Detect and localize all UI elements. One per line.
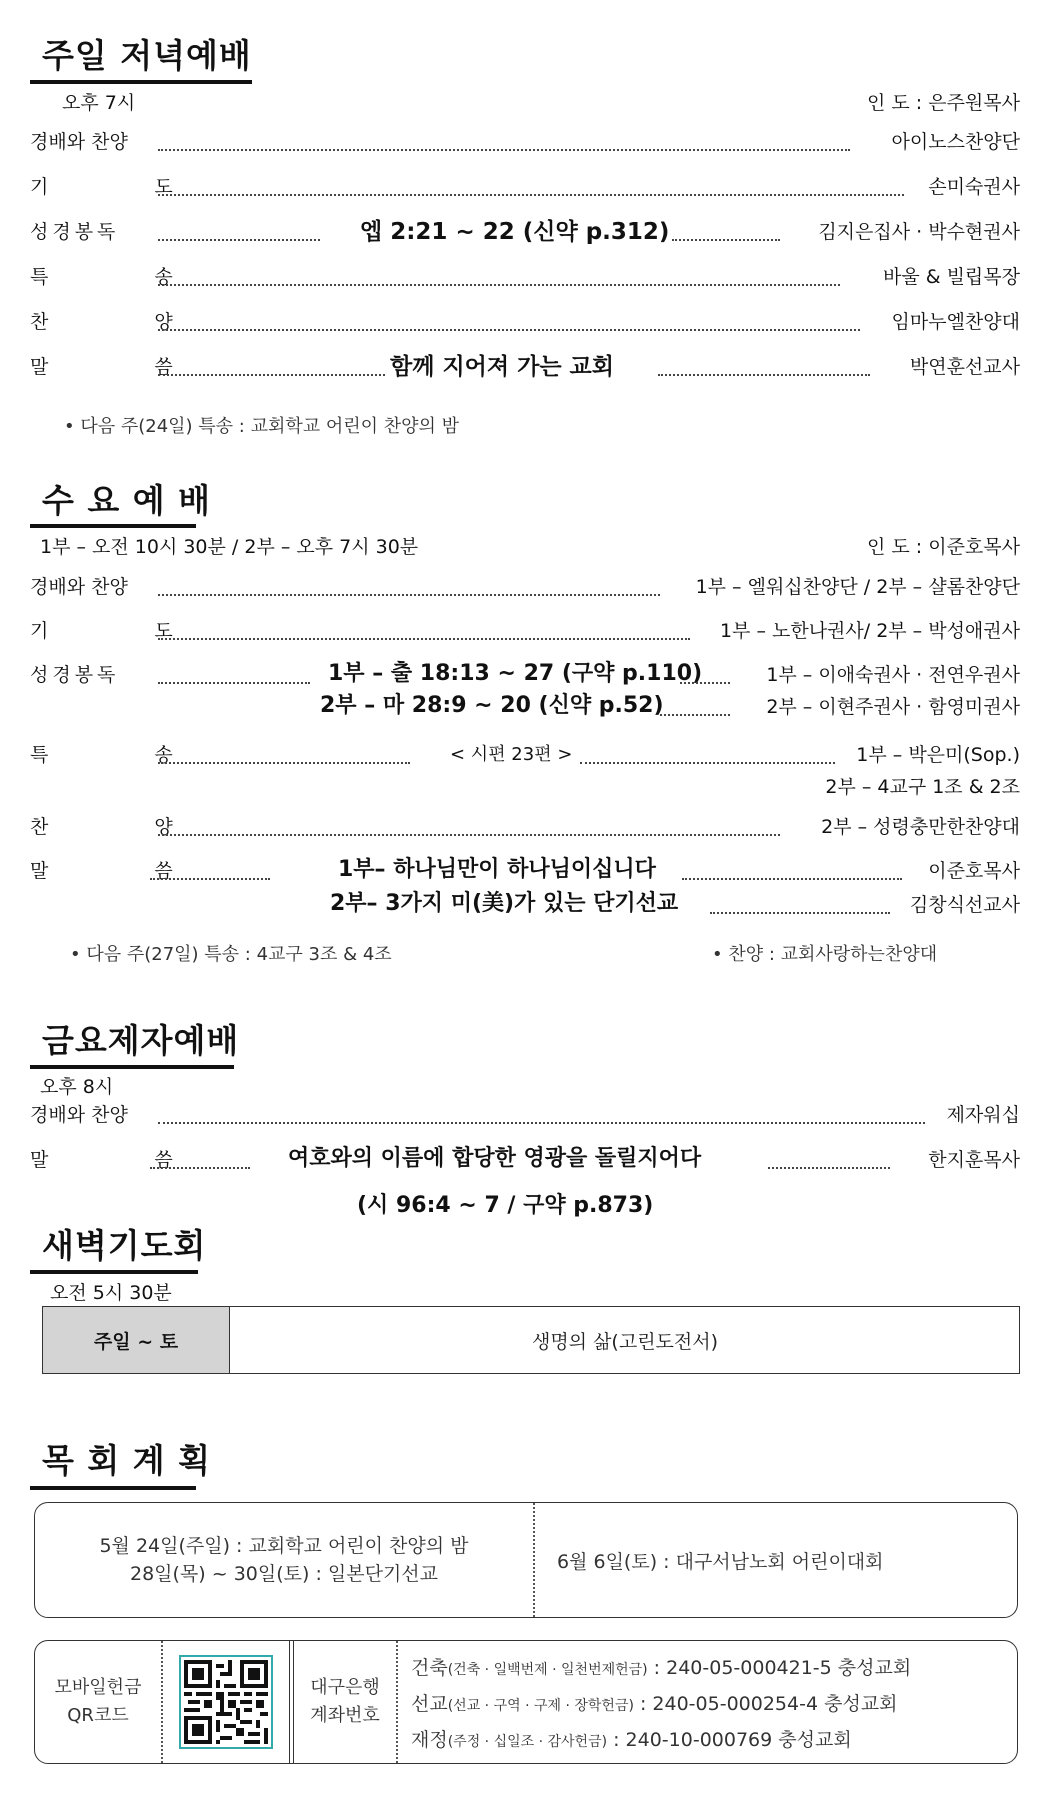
order-row-praise — [30, 572, 1020, 602]
leader-dots — [658, 352, 870, 376]
service-time: 오전 5시 30분 — [50, 1282, 172, 1304]
order-person: 김창식선교사 — [909, 894, 1020, 916]
account-category: 재정 — [411, 1729, 448, 1751]
leader-dots — [158, 262, 840, 286]
service-leader: 인 도 : 이준호목사 — [867, 536, 1020, 558]
account-subcategory: (주정 · 십일조 · 감사헌금) — [447, 1734, 608, 1750]
order-person: 임마누엘찬양대 — [891, 311, 1020, 333]
sermon-title: 여호와의 이름에 합당한 영광을 돌릴지어다 — [288, 1146, 702, 1171]
order-person: 박연훈선교사 — [909, 356, 1020, 378]
scripture-reference: 엡 2:21 ~ 22 (신약 p.312) — [360, 219, 670, 245]
account-list — [411, 1651, 1007, 1759]
dawn-schedule-table — [42, 1306, 1020, 1374]
dawn-days: 주일 ~ 토 — [43, 1307, 230, 1373]
section-underline — [30, 1065, 234, 1069]
plan-left — [35, 1503, 535, 1617]
order-row-praise — [30, 127, 1020, 157]
sermon-title: 2부– 3가지 미(美)가 있는 단기선교 — [330, 891, 679, 916]
leader-dots — [158, 217, 320, 241]
leader-dots — [710, 890, 890, 914]
order-row-prayer — [30, 616, 1020, 646]
plan-item: 5월 24일(주일) : 교회학교 어린이 찬양의 밤 — [99, 1535, 469, 1557]
service-time: 오후 7시 — [62, 92, 136, 114]
section-title-sunday: 주일 저녁예배 — [42, 36, 252, 75]
order-row-reading-2 — [30, 692, 1020, 722]
sermon-title: 1부– 하나님만이 하나님이십니다 — [338, 857, 656, 882]
leader-dots — [158, 572, 660, 596]
order-label: 기 도 — [30, 176, 223, 198]
leader-dots — [158, 660, 310, 684]
leader-dots — [150, 1145, 250, 1169]
announcement-note: • 다음 주(27일) 특송 : 4교구 3조 & 4조 — [70, 944, 392, 965]
order-person: 2부 – 이현주권사 · 함영미권사 — [766, 696, 1020, 718]
order-label: 특 송 — [30, 266, 223, 288]
order-label: 성경봉독 — [30, 664, 120, 686]
order-person: 1부 – 박은미(Sop.) — [856, 744, 1020, 766]
bank-label-line: 대구은행 — [310, 1677, 380, 1698]
order-label: 말 씀 — [30, 356, 223, 378]
psalm-label: < 시편 23편 > — [450, 744, 573, 765]
section-underline — [30, 1486, 196, 1490]
account-row — [411, 1723, 1007, 1759]
order-row-hymn — [30, 812, 1020, 842]
offering-box — [34, 1640, 1018, 1764]
order-person: 한지훈목사 — [928, 1149, 1020, 1171]
order-label: 찬 양 — [30, 816, 223, 838]
account-category: 선교 — [411, 1693, 448, 1715]
order-person: 1부 – 노한나권사/ 2부 – 박성애권사 — [719, 620, 1020, 642]
account-subcategory: (건축 · 일백번제 · 일천번제헌금) — [447, 1662, 648, 1678]
order-label: 경배와 찬양 — [30, 576, 128, 598]
account-category: 건축 — [411, 1657, 448, 1679]
order-label: 특 송 — [30, 744, 223, 766]
order-row-sermon-2 — [30, 890, 1020, 920]
leader-dots — [158, 307, 860, 331]
qr-cell — [163, 1641, 289, 1763]
section-title-friday: 금요제자예배 — [42, 1021, 240, 1060]
order-person: 김지은집사 · 박수현권사 — [818, 221, 1020, 243]
account-subcategory: (선교 · 구역 · 구제 · 장학헌금) — [447, 1698, 634, 1714]
order-label: 성경봉독 — [30, 221, 120, 243]
order-person: 이준호목사 — [928, 860, 1020, 882]
order-row-special-2 — [30, 772, 1020, 802]
account-row — [411, 1651, 1007, 1687]
leader-dots — [158, 172, 904, 196]
order-label: 경배와 찬양 — [30, 131, 128, 153]
announcement-note: • 찬양 : 교회사랑하는찬양대 — [712, 944, 938, 965]
service-time: 1부 – 오전 10시 30분 / 2부 – 오후 7시 30분 — [40, 536, 419, 558]
order-label: 말 씀 — [30, 1149, 223, 1171]
plan-item: 28일(목) ~ 30일(토) : 일본단기선교 — [129, 1563, 439, 1585]
section-underline — [30, 524, 196, 528]
dawn-content: 생명의 삶(고린도전서) — [531, 1330, 719, 1353]
order-person: 1부 – 엘워십찬양단 / 2부 – 샬롬찬양단 — [695, 576, 1020, 598]
leader-dots — [150, 856, 270, 880]
section-underline — [30, 80, 252, 84]
leader-dots — [672, 217, 780, 241]
order-row-sermon — [30, 352, 1020, 382]
order-person: 2부 – 성령충만한찬양대 — [821, 816, 1020, 838]
plan-item: 6월 6일(토) : 대구서남노회 어린이대회 — [557, 1550, 884, 1573]
announcement-note: • 다음 주(24일) 특송 : 교회학교 어린이 찬양의 밤 — [64, 416, 459, 437]
order-person: 바울 & 빌립목장 — [882, 266, 1020, 288]
service-time: 오후 8시 — [40, 1076, 114, 1098]
plan-box — [34, 1502, 1018, 1618]
section-title-dawn: 새벽기도회 — [42, 1226, 207, 1265]
leader-dots — [158, 1100, 925, 1124]
leader-dots — [158, 812, 780, 836]
order-row-prayer — [30, 172, 1020, 202]
plan-right — [535, 1503, 1017, 1617]
leader-dots — [660, 692, 730, 716]
sermon-title: 함께 지어져 가는 교회 — [390, 354, 614, 380]
order-label: 말 씀 — [30, 860, 223, 882]
order-person: 2부 – 4교구 1조 & 2조 — [825, 776, 1020, 798]
account-row — [411, 1687, 1007, 1723]
account-number: : 240-05-000421-5 충성교회 — [647, 1657, 912, 1679]
scripture-reference: 2부 – 마 28:9 ~ 20 (신약 p.52) — [320, 693, 664, 718]
account-number: : 240-05-000254-4 충성교회 — [633, 1693, 898, 1715]
order-row-special — [30, 740, 1020, 770]
order-row-sermon — [30, 1145, 1020, 1175]
leader-dots — [158, 740, 410, 764]
order-row-reading — [30, 660, 1020, 690]
section-title-plan: 목 회 계 획 — [42, 1441, 211, 1480]
leader-dots — [158, 352, 385, 376]
order-row-reading — [30, 217, 1020, 247]
leader-dots — [680, 660, 730, 684]
section-title-wednesday: 수 요 예 배 — [42, 481, 211, 520]
order-label: 기 도 — [30, 620, 223, 642]
leader-dots — [158, 616, 690, 640]
account-number: : 240-10-000769 충성교회 — [607, 1729, 852, 1751]
leader-dots — [158, 127, 850, 151]
order-row-praise — [30, 1100, 1020, 1130]
section-underline — [30, 1270, 198, 1274]
order-label: 경배와 찬양 — [30, 1104, 128, 1126]
leader-dots — [682, 856, 902, 880]
bank-label-line: 계좌번호 — [310, 1705, 380, 1726]
order-row-sermon — [30, 856, 1020, 886]
order-person: 손미숙권사 — [928, 176, 1020, 198]
order-label: 찬 양 — [30, 311, 223, 333]
bank-account-label — [294, 1641, 398, 1763]
scripture-reference: (시 96:4 ~ 7 / 구약 p.873) — [357, 1193, 654, 1218]
mobile-offering-line: 모바일헌금 — [54, 1677, 142, 1698]
service-leader: 인 도 : 은주원목사 — [867, 92, 1020, 114]
order-person: 1부 – 이애숙권사 · 전연우권사 — [766, 664, 1020, 686]
qr-code-icon[interactable] — [179, 1655, 273, 1749]
scripture-reference: 1부 – 출 18:13 ~ 27 (구약 p.110) — [328, 661, 703, 686]
order-person: 제자워십 — [946, 1104, 1020, 1126]
leader-dots — [768, 1145, 890, 1169]
mobile-offering-label — [35, 1641, 163, 1763]
order-person: 아이노스찬양단 — [891, 131, 1020, 153]
mobile-offering-line: QR코드 — [67, 1705, 129, 1726]
order-row-hymn — [30, 307, 1020, 337]
leader-dots — [580, 740, 835, 764]
order-row-special — [30, 262, 1020, 292]
